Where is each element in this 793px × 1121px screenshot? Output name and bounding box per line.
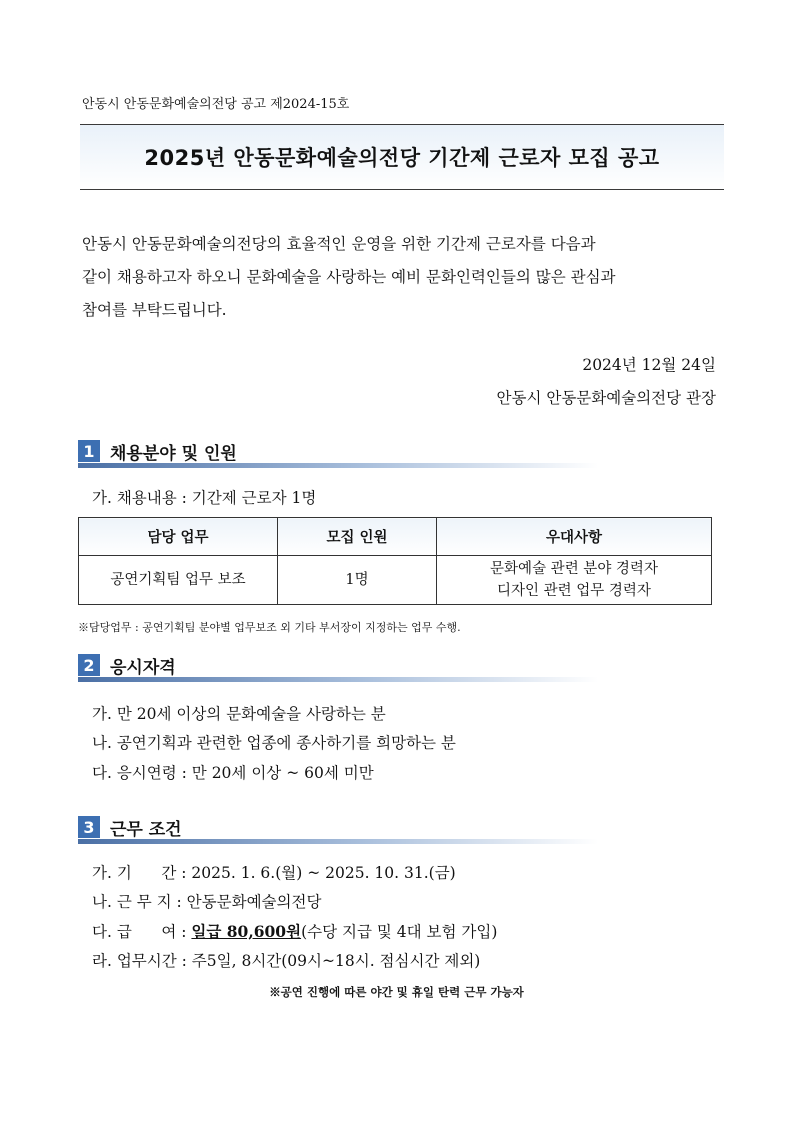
section-title: 응시자격 bbox=[110, 657, 176, 678]
recruit-content-line: 가. 채용내용 : 기간제 근로자 1명 bbox=[92, 489, 317, 507]
header-preference: 우대사항 bbox=[437, 518, 712, 556]
notice-date: 2024년 12월 24일 bbox=[582, 356, 716, 374]
cell-preference bbox=[437, 556, 712, 605]
section-heading-1 bbox=[78, 438, 598, 468]
section-number: 2 bbox=[78, 654, 100, 676]
pay-line bbox=[92, 920, 497, 942]
section-title: 근무 조건 bbox=[110, 819, 182, 840]
section-number: 1 bbox=[78, 440, 100, 462]
table-row bbox=[79, 556, 712, 605]
work-period-line: 가. 기 간 : 2025. 1. 6.(월) ~ 2025. 10. 31.(금) bbox=[92, 864, 456, 882]
recruit-table bbox=[78, 517, 712, 605]
work-footnote: ※공연 진행에 따른 야간 및 휴일 탄력 근무 가능자 bbox=[269, 985, 524, 999]
preference-line: 문화예술 관련 분야 경력자 bbox=[490, 561, 658, 577]
preference-line: 디자인 관련 업무 경력자 bbox=[497, 583, 651, 599]
header-duty: 담당 업무 bbox=[79, 518, 278, 556]
work-hours-line: 라. 업무시간 : 주5일, 8시간(09시~18시. 점심시간 제외) bbox=[92, 952, 481, 970]
qualification-line: 나. 공연기획과 관련한 업종에 종사하기를 희망하는 분 bbox=[92, 734, 456, 752]
qualification-line: 다. 응시연령 : 만 20세 이상 ~ 60세 미만 bbox=[92, 764, 374, 782]
cell-duty: 공연기획팀 업무 보조 bbox=[79, 556, 278, 605]
section-heading-2 bbox=[78, 652, 598, 682]
intro-line: 참여를 부탁드립니다. bbox=[82, 301, 227, 319]
table-header-row bbox=[79, 518, 712, 556]
intro-line: 같이 채용하고자 하오니 문화예술을 사랑하는 예비 문화인력인들의 많은 관심과 bbox=[82, 268, 616, 286]
doc-number: 안동시 안동문화예술의전당 공고 제2024-15호 bbox=[82, 97, 350, 112]
qualification-line: 가. 만 20세 이상의 문화예술을 사랑하는 분 bbox=[92, 705, 386, 723]
section-title: 채용분야 및 인원 bbox=[110, 443, 237, 464]
intro-paragraph bbox=[82, 228, 716, 327]
title-box bbox=[80, 124, 724, 190]
section-number: 3 bbox=[78, 816, 100, 838]
duty-note: ※담당업무 : 공연기획팀 분야별 업무보조 외 기타 부서장이 지정하는 업무 수행. bbox=[78, 621, 461, 634]
pay-detail: (수당 지급 및 4대 보험 가입) bbox=[301, 923, 498, 941]
cell-count: 1명 bbox=[278, 556, 437, 605]
daily-pay: 일급 80,600원 bbox=[191, 922, 302, 941]
section-heading-3 bbox=[78, 814, 598, 844]
pay-label: 다. 급 여 : bbox=[92, 923, 192, 941]
header-count: 모집 인원 bbox=[278, 518, 437, 556]
issuing-org: 안동시 안동문화예술의전당 관장 bbox=[496, 389, 716, 407]
work-place-line: 나. 근 무 지 : 안동문화예술의전당 bbox=[92, 893, 322, 911]
intro-line: 안동시 안동문화예술의전당의 효율적인 운영을 위한 기간제 근로자를 다음과 bbox=[82, 235, 596, 253]
page-title: 2025년 안동문화예술의전당 기간제 근로자 모집 공고 bbox=[144, 146, 660, 170]
